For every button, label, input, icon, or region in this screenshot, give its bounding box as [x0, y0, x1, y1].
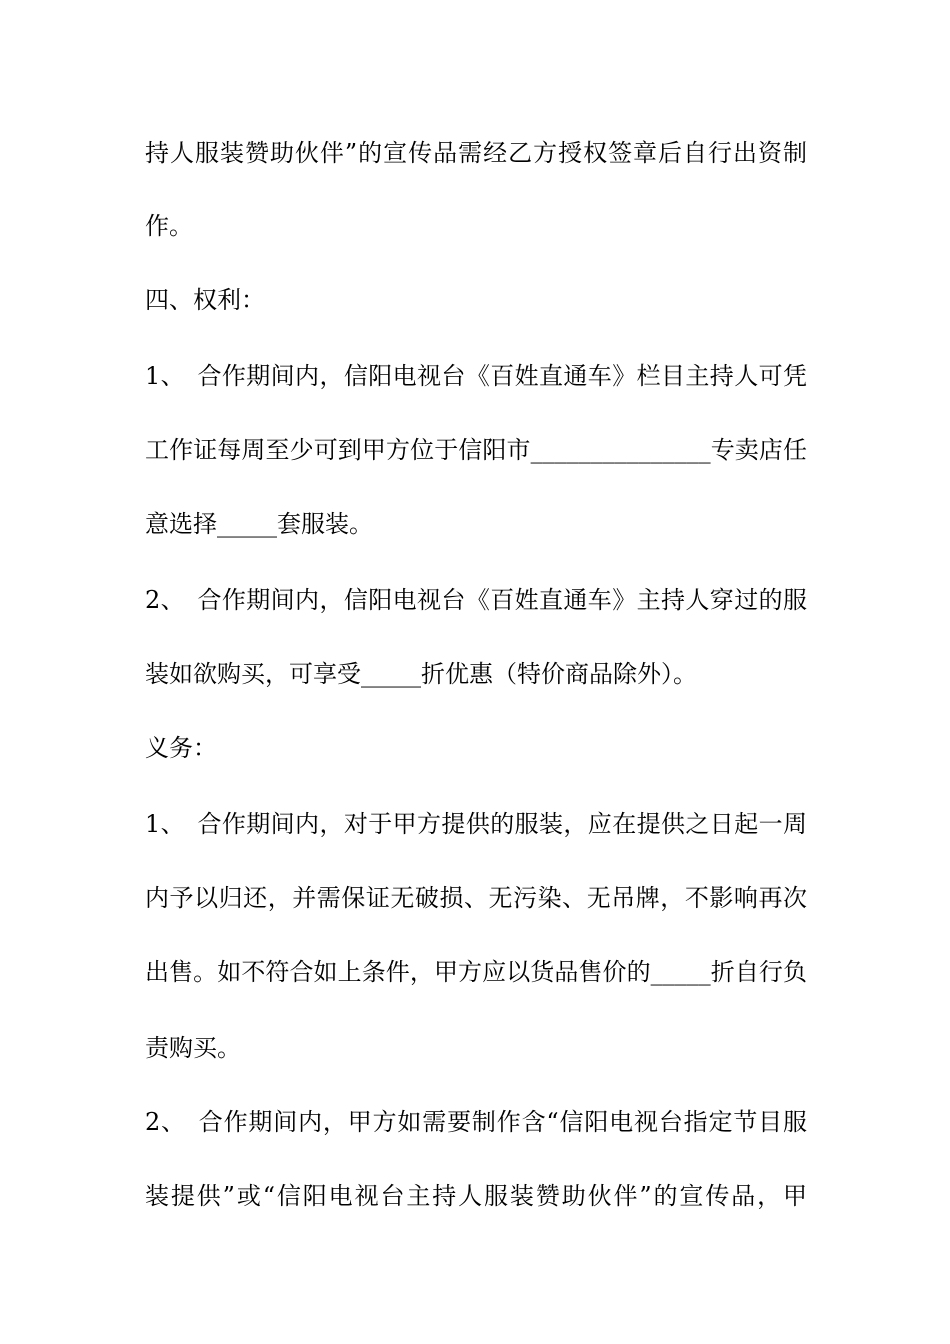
obligations-item-1-line-4: 责购买。 — [145, 1034, 241, 1062]
obligations-item-1-line-3: 出售。如不符合如上条件，甲方应以货品售价的_____折自行负 — [145, 958, 807, 986]
obligations-item-2-line-2: 装提供”或“信阳电视台主持人服装赞助伙伴”的宣传品，甲 — [145, 1182, 807, 1210]
section-heading-obligations: 义务： — [145, 734, 217, 762]
rights-item-1-line-2: 工作证每周至少可到甲方位于信阳市_______________专卖店任 — [145, 436, 807, 464]
text-line-2: 作。 — [145, 212, 193, 240]
rights-item-2-line-1: 2、 合作期间内，信阳电视台《百姓直通车》主持人穿过的服 — [145, 586, 807, 614]
rights-item-2-line-2: 装如欲购买，可享受_____折优惠（特价商品除外）。 — [145, 660, 697, 688]
rights-item-1-line-3: 意选择_____套服装。 — [145, 510, 373, 538]
obligations-item-1-line-1: 1、 合作期间内，对于甲方提供的服装，应在提供之日起一周 — [145, 810, 807, 838]
obligations-item-2-line-1: 2、 合作期间内，甲方如需要制作含“信阳电视台指定节目服 — [145, 1108, 807, 1136]
section-heading-rights: 四、权利： — [145, 286, 265, 314]
rights-item-1-line-1: 1、 合作期间内，信阳电视台《百姓直通车》栏目主持人可凭 — [145, 362, 807, 390]
text-line-1: 持人服装赞助伙伴”的宣传品需经乙方授权签章后自行出资制 — [145, 139, 807, 167]
obligations-item-1-line-2: 内予以归还，并需保证无破损、无污染、无吊牌，不影响再次 — [145, 884, 807, 912]
